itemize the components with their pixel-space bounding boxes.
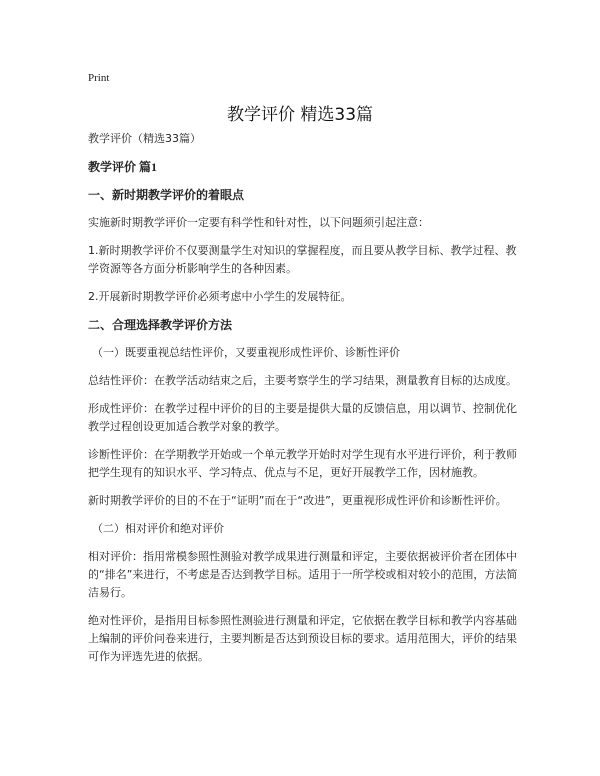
- part-heading: 教学评价 篇1: [88, 160, 158, 174]
- section1-intro: 实施新时期教学评价一定要有科学性和针对性，以下问题须引起注意：: [88, 216, 429, 229]
- subsection-heading-2: （二）相对评价和绝对评价: [92, 522, 224, 535]
- new-era-purpose: 新时期教学评价的目的不在于“证明”而在于“改进”，更重视形成性评价和诊断性评价。: [88, 494, 507, 507]
- section1-point-1: 1.新时期教学评价不仅要测量学生对知识的掌握程度，而且要从教学目标、教学过程、教学资源等各方面分析影响学生的各种因素。: [88, 244, 517, 275]
- section-heading-1: 一、新时期教学评价的着眼点: [88, 188, 245, 202]
- absolute-evaluation: 绝对性评价，是指用目标参照性测验进行测量和评定，它依据在教学目标和教学内容基础上编制的评价问卷来进行，主要判断是否达到预设目标的要求。适用范围大，评价的结果可作为评选先进的依据。: [88, 614, 517, 663]
- relative-evaluation: 相对评价：指用常模参照性测验对教学成果进行测量和评定，主要依据被评价者在团体中的“排名”来进行，不考虑是否达到教学目标。适用于一所学校或相对较小的范围，方法简洁易行。: [88, 550, 518, 599]
- summative-evaluation: 总结性评价：在教学活动结束之后，主要考察学生的学习结果，测量教育目标的达成度。: [88, 374, 517, 387]
- formative-evaluation: 形成性评价：在教学过程中评价的目的主要是提供大量的反馈信息，用以调节、控制优化教学过程创设更加适合教学对象的教学。: [88, 402, 517, 433]
- page-title: 教学评价 精选33篇: [226, 105, 374, 125]
- subsection-heading-1: （一）既要重视总结性评价，又要重视形成性评价、诊断性评价: [92, 346, 400, 359]
- print-link[interactable]: Print: [88, 72, 110, 84]
- diagnostic-evaluation: 诊断性评价：在学期教学开始或一个单元教学开始时对学生现有水平进行评价，利于教师把学生现有的知识水平、学习特点、优点与不足，更好开展教学工作，因材施教。: [88, 448, 517, 479]
- section1-point-2: 2.开展新时期教学评价必须考虑中小学生的发展特征。: [88, 290, 352, 303]
- document-subtitle: 教学评价（精选33篇）: [88, 132, 201, 145]
- section-heading-2: 二、合理选择教学评价方法: [88, 318, 233, 332]
- document-body: [88, 130, 518, 676]
